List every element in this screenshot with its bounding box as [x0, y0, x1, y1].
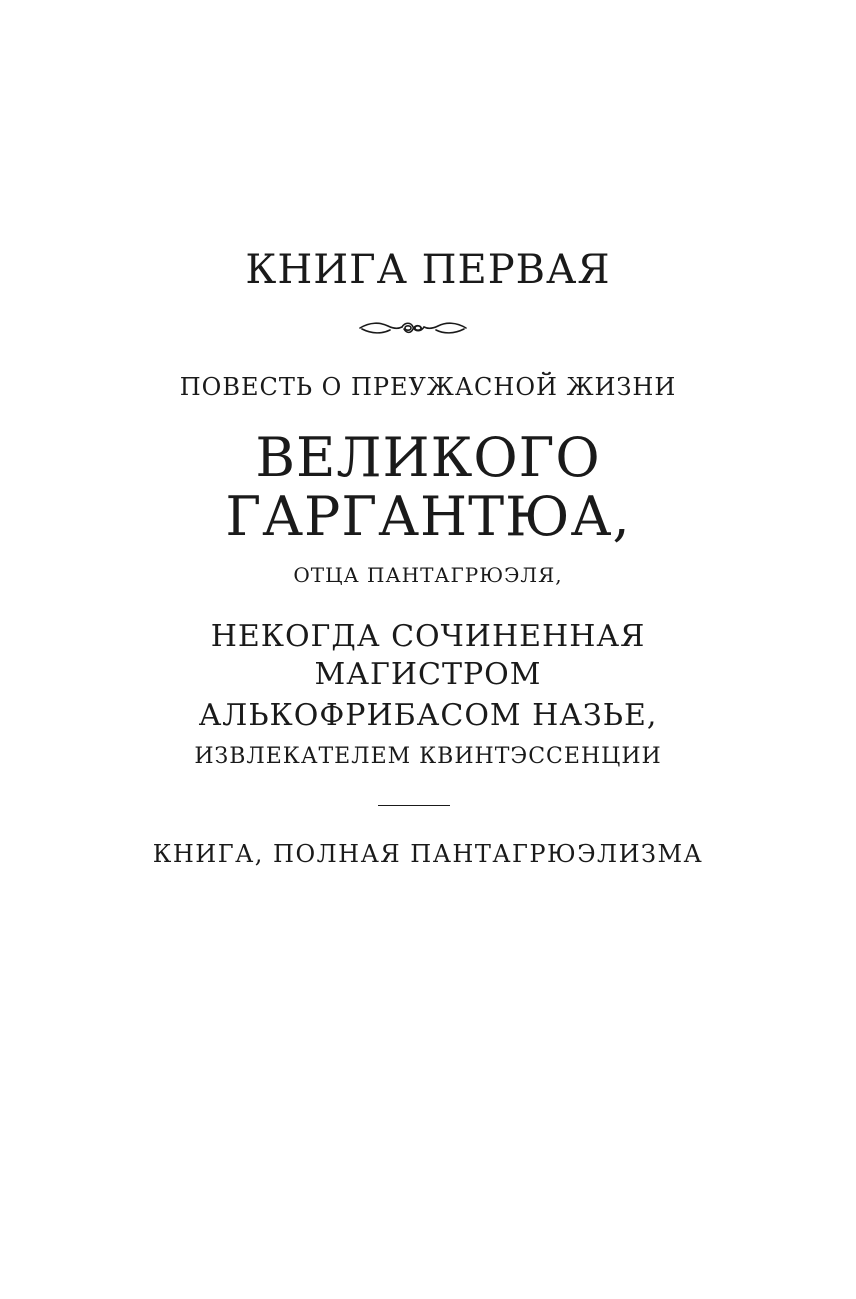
composed-line-3: АЛЬКОФРИБАСОМ НАЗЬЕ, [198, 698, 658, 733]
divider-rule [378, 805, 450, 806]
hero-name-line-1: ВЕЛИКОГО [255, 426, 601, 489]
father-line: ОТЦА ПАНТАГРЮЭЛЯ, [293, 563, 563, 587]
composed-line-2: МАГИСТРОМ [314, 657, 542, 692]
book-label: КНИГА ПЕРВАЯ [245, 247, 611, 293]
hero-name-line-2: ГАРГАНТЮА, [225, 485, 631, 548]
flourish-ornament-icon [358, 316, 468, 340]
extractor-line: ИЗВЛЕКАТЕЛЕМ КВИНТЭССЕНЦИИ [194, 744, 662, 769]
composed-line-1: НЕКОГДА СОЧИНЕННАЯ [210, 619, 646, 654]
full-book-line: КНИГА, ПОЛНАЯ ПАНТАГРЮЭЛИЗМА [152, 840, 704, 868]
subtitle: ПОВЕСТЬ О ПРЕУЖАСНОЙ ЖИЗНИ [179, 373, 677, 401]
